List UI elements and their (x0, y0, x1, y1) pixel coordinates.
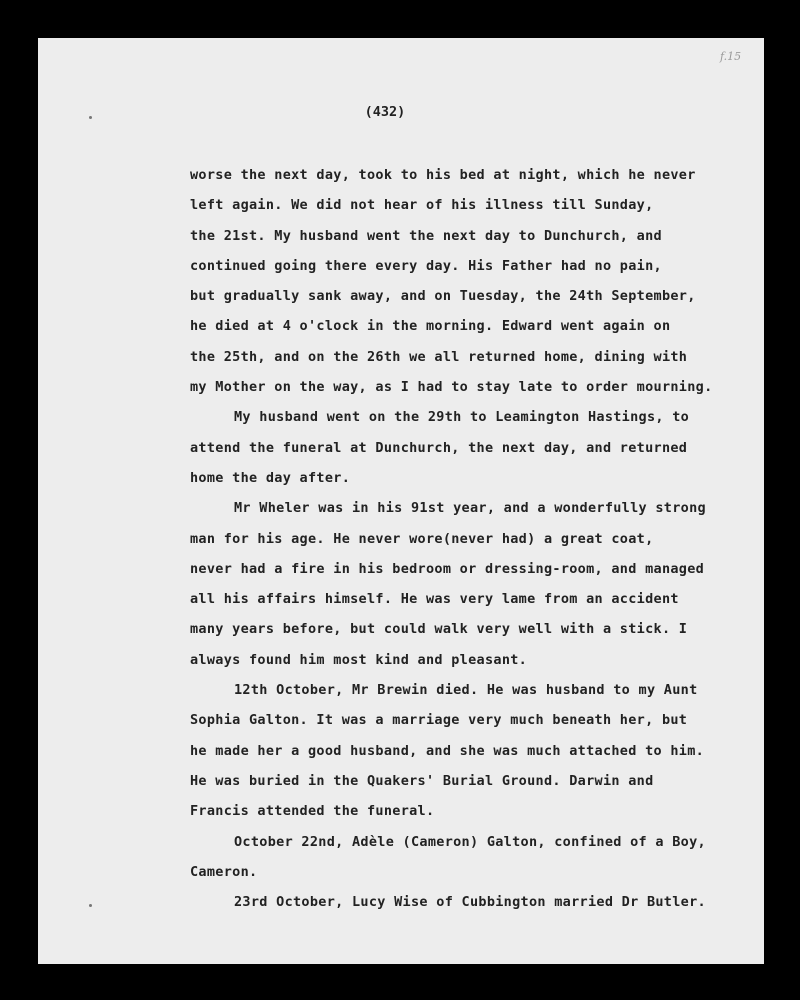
text-line: left again. We did not hear of his illness till Sunday, (190, 197, 654, 214)
text-line: Cameron. (190, 863, 258, 880)
text-line: he died at 4 o'clock in the morning. Edward went again on (190, 318, 671, 335)
typed-text-body (190, 160, 770, 917)
paragraph-start-line: October 22nd, Adèle (Cameron) Galton, confined of a Boy, (234, 833, 706, 850)
text-line: Francis attended the funeral. (190, 803, 435, 820)
text-line: Sophia Galton. It was a marriage very much beneath her, but (190, 712, 688, 729)
text-line: many years before, but could walk very well with a stick. I (190, 621, 688, 638)
text-line: always found him most kind and pleasant. (190, 651, 528, 668)
speck-mark (89, 116, 92, 119)
text-line: home the day after. (190, 469, 351, 486)
paragraph-start-line: Mr Wheler was in his 91st year, and a wonderfully strong (234, 500, 706, 517)
text-line: worse the next day, took to his bed at night, which he never (190, 167, 696, 183)
text-line: but gradually sank away, and on Tuesday, the 24th September, (190, 288, 696, 305)
text-line: continued going there every day. His Father had no pain, (190, 257, 662, 274)
paragraph-start-line: 12th October, Mr Brewin died. He was husband to my Aunt (234, 682, 698, 699)
folio-mark: f.15 (720, 50, 742, 63)
speck-mark (89, 904, 92, 907)
paragraph-start-line: 23rd October, Lucy Wise of Cubbington married Dr Butler. (234, 894, 706, 911)
text-line: never had a fire in his bedroom or dressing-room, and managed (190, 560, 705, 577)
text-line: the 21st. My husband went the next day to Dunchurch, and (190, 227, 662, 244)
text-line: all his affairs himself. He was very lame from an accident (190, 591, 679, 608)
text-line: my Mother on the way, as I had to stay late to order mourning. (190, 379, 713, 396)
text-line: He was buried in the Quakers' Burial Ground. Darwin and (190, 772, 654, 789)
text-line: man for his age. He never wore(never had) a great coat, (190, 530, 654, 547)
text-line: the 25th, and on the 26th we all returned home, dining with (190, 348, 688, 365)
page-number: (432) (364, 104, 406, 120)
paragraph-start-line: My husband went on the 29th to Leamington Hastings, to (234, 409, 690, 426)
text-line: attend the funeral at Dunchurch, the next day, and returned (190, 439, 688, 456)
text-line: he made her a good husband, and she was much attached to him. (190, 742, 705, 759)
